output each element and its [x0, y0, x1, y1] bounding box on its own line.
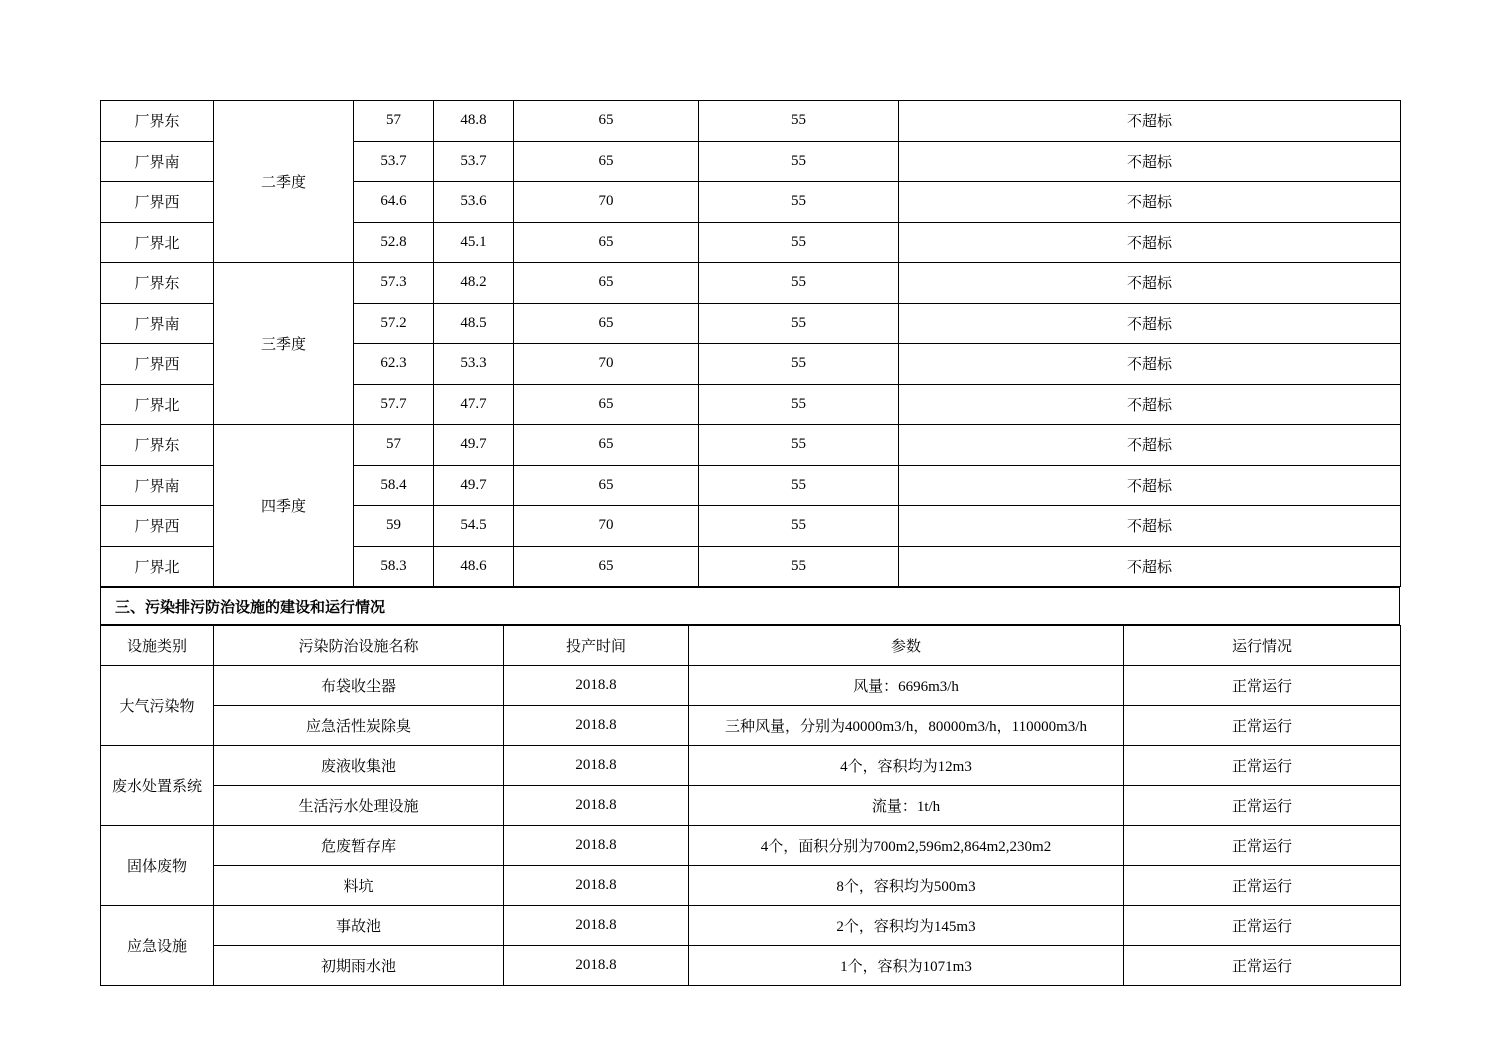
facility-params-cell: 4个，面积分别为700m2,596m2,864m2,230m2 [689, 826, 1124, 866]
noise-night-value-cell: 53.7 [434, 141, 514, 182]
noise-quarter-cell: 三季度 [214, 263, 354, 425]
facility-name-cell: 应急活性炭除臭 [214, 706, 504, 746]
facility-params-cell: 风量：6696m3/h [689, 666, 1124, 706]
document-page [100, 100, 1400, 986]
table-row [101, 746, 1401, 786]
facility-name-cell: 初期雨水池 [214, 946, 504, 986]
noise-result-cell: 不超标 [899, 303, 1401, 344]
noise-night-standard-cell: 55 [699, 182, 899, 223]
facility-params-cell: 1个，容积为1071m3 [689, 946, 1124, 986]
table-row [101, 826, 1401, 866]
noise-night-standard-cell: 55 [699, 425, 899, 466]
table-row [101, 706, 1401, 746]
noise-quarter-cell: 四季度 [214, 425, 354, 587]
noise-day-value-cell: 57 [354, 425, 434, 466]
noise-result-cell: 不超标 [899, 101, 1401, 142]
noise-direction-cell: 厂界南 [101, 141, 214, 182]
facility-name-cell: 布袋收尘器 [214, 666, 504, 706]
noise-day-standard-cell: 70 [514, 182, 699, 223]
noise-day-value-cell: 58.3 [354, 546, 434, 587]
noise-day-value-cell: 62.3 [354, 344, 434, 385]
table-row [101, 906, 1401, 946]
noise-day-standard-cell: 70 [514, 344, 699, 385]
noise-day-standard-cell: 65 [514, 141, 699, 182]
section3-title-table [100, 587, 1400, 625]
facility-category-cell: 应急设施 [101, 906, 214, 986]
noise-day-standard-cell: 65 [514, 263, 699, 304]
facility-status-cell: 正常运行 [1124, 826, 1401, 866]
facility-params-cell: 流量：1t/h [689, 786, 1124, 826]
facility-name-cell: 危废暂存库 [214, 826, 504, 866]
noise-direction-cell: 厂界南 [101, 303, 214, 344]
table-row [101, 666, 1401, 706]
noise-night-value-cell: 54.5 [434, 506, 514, 547]
facility-start-time-header: 投产时间 [504, 626, 689, 666]
noise-direction-cell: 厂界西 [101, 182, 214, 223]
noise-direction-cell: 厂界北 [101, 546, 214, 587]
noise-result-cell: 不超标 [899, 506, 1401, 547]
noise-day-value-cell: 57.2 [354, 303, 434, 344]
facility-start-time-cell: 2018.8 [504, 906, 689, 946]
noise-result-cell: 不超标 [899, 182, 1401, 223]
noise-direction-cell: 厂界北 [101, 384, 214, 425]
facility-start-time-cell: 2018.8 [504, 946, 689, 986]
noise-night-standard-cell: 55 [699, 101, 899, 142]
facility-status-cell: 正常运行 [1124, 706, 1401, 746]
noise-night-standard-cell: 55 [699, 263, 899, 304]
noise-day-standard-cell: 65 [514, 465, 699, 506]
section-title: 三、污染排污防治设施的建设和运行情况 [101, 588, 1400, 625]
noise-night-value-cell: 48.5 [434, 303, 514, 344]
noise-day-value-cell: 59 [354, 506, 434, 547]
noise-result-cell: 不超标 [899, 344, 1401, 385]
noise-day-value-cell: 53.7 [354, 141, 434, 182]
noise-day-value-cell: 58.4 [354, 465, 434, 506]
noise-day-value-cell: 57.7 [354, 384, 434, 425]
noise-night-value-cell: 48.8 [434, 101, 514, 142]
noise-direction-cell: 厂界东 [101, 263, 214, 304]
facility-status-cell: 正常运行 [1124, 666, 1401, 706]
noise-night-value-cell: 53.3 [434, 344, 514, 385]
noise-night-value-cell: 49.7 [434, 465, 514, 506]
facility-category-cell: 固体废物 [101, 826, 214, 906]
facility-status-cell: 正常运行 [1124, 786, 1401, 826]
noise-night-standard-cell: 55 [699, 506, 899, 547]
facility-name-cell: 生活污水处理设施 [214, 786, 504, 826]
facility-start-time-cell: 2018.8 [504, 866, 689, 906]
noise-result-cell: 不超标 [899, 222, 1401, 263]
facility-params-cell: 4个，容积均为12m3 [689, 746, 1124, 786]
facility-start-time-cell: 2018.8 [504, 746, 689, 786]
facility-start-time-cell: 2018.8 [504, 666, 689, 706]
noise-day-value-cell: 64.6 [354, 182, 434, 223]
facility-status-cell: 正常运行 [1124, 746, 1401, 786]
table-row [101, 263, 1401, 304]
noise-direction-cell: 厂界南 [101, 465, 214, 506]
noise-direction-cell: 厂界西 [101, 506, 214, 547]
table-row [101, 786, 1401, 826]
facility-status-header: 运行情况 [1124, 626, 1401, 666]
facility-category-cell: 废水处置系统 [101, 746, 214, 826]
facility-status-cell: 正常运行 [1124, 866, 1401, 906]
noise-night-value-cell: 48.6 [434, 546, 514, 587]
facility-name-cell: 废液收集池 [214, 746, 504, 786]
facility-params-cell: 2个，容积均为145m3 [689, 906, 1124, 946]
noise-table-body [101, 101, 1401, 587]
pollution-facility-table [100, 625, 1401, 986]
noise-day-value-cell: 57.3 [354, 263, 434, 304]
noise-result-cell: 不超标 [899, 141, 1401, 182]
noise-night-value-cell: 48.2 [434, 263, 514, 304]
noise-day-standard-cell: 65 [514, 546, 699, 587]
noise-night-standard-cell: 55 [699, 465, 899, 506]
noise-result-cell: 不超标 [899, 263, 1401, 304]
noise-night-value-cell: 47.7 [434, 384, 514, 425]
table-row [101, 588, 1400, 625]
table-header-row [101, 626, 1401, 666]
noise-night-standard-cell: 55 [699, 546, 899, 587]
noise-result-cell: 不超标 [899, 384, 1401, 425]
facility-status-cell: 正常运行 [1124, 946, 1401, 986]
noise-night-standard-cell: 55 [699, 384, 899, 425]
noise-day-standard-cell: 65 [514, 101, 699, 142]
facility-name-cell: 料坑 [214, 866, 504, 906]
noise-direction-cell: 厂界西 [101, 344, 214, 385]
noise-quarter-cell: 二季度 [214, 101, 354, 263]
facility-category-cell: 大气污染物 [101, 666, 214, 746]
facility-start-time-cell: 2018.8 [504, 826, 689, 866]
noise-day-standard-cell: 65 [514, 303, 699, 344]
noise-direction-cell: 厂界东 [101, 425, 214, 466]
noise-night-standard-cell: 55 [699, 222, 899, 263]
noise-result-cell: 不超标 [899, 546, 1401, 587]
facility-start-time-cell: 2018.8 [504, 786, 689, 826]
facility-name-cell: 事故池 [214, 906, 504, 946]
noise-result-cell: 不超标 [899, 465, 1401, 506]
noise-day-standard-cell: 65 [514, 384, 699, 425]
table-row [101, 946, 1401, 986]
noise-day-standard-cell: 65 [514, 222, 699, 263]
noise-night-value-cell: 45.1 [434, 222, 514, 263]
noise-day-standard-cell: 65 [514, 425, 699, 466]
noise-night-standard-cell: 55 [699, 303, 899, 344]
facility-start-time-cell: 2018.8 [504, 706, 689, 746]
facility-params-cell: 8个，容积均为500m3 [689, 866, 1124, 906]
facility-category-header: 设施类别 [101, 626, 214, 666]
noise-day-standard-cell: 70 [514, 506, 699, 547]
noise-direction-cell: 厂界东 [101, 101, 214, 142]
noise-night-value-cell: 53.6 [434, 182, 514, 223]
facility-params-header: 参数 [689, 626, 1124, 666]
noise-result-cell: 不超标 [899, 425, 1401, 466]
facility-params-cell: 三种风量，分别为40000m3/h，80000m3/h，110000m3/h [689, 706, 1124, 746]
noise-night-value-cell: 49.7 [434, 425, 514, 466]
noise-day-value-cell: 57 [354, 101, 434, 142]
table-row [101, 425, 1401, 466]
noise-night-standard-cell: 55 [699, 344, 899, 385]
facility-name-header: 污染防治设施名称 [214, 626, 504, 666]
facility-table-body [101, 626, 1401, 986]
facility-status-cell: 正常运行 [1124, 906, 1401, 946]
noise-monitoring-table [100, 100, 1401, 587]
table-row [101, 101, 1401, 142]
table-row [101, 866, 1401, 906]
noise-day-value-cell: 52.8 [354, 222, 434, 263]
noise-direction-cell: 厂界北 [101, 222, 214, 263]
noise-night-standard-cell: 55 [699, 141, 899, 182]
